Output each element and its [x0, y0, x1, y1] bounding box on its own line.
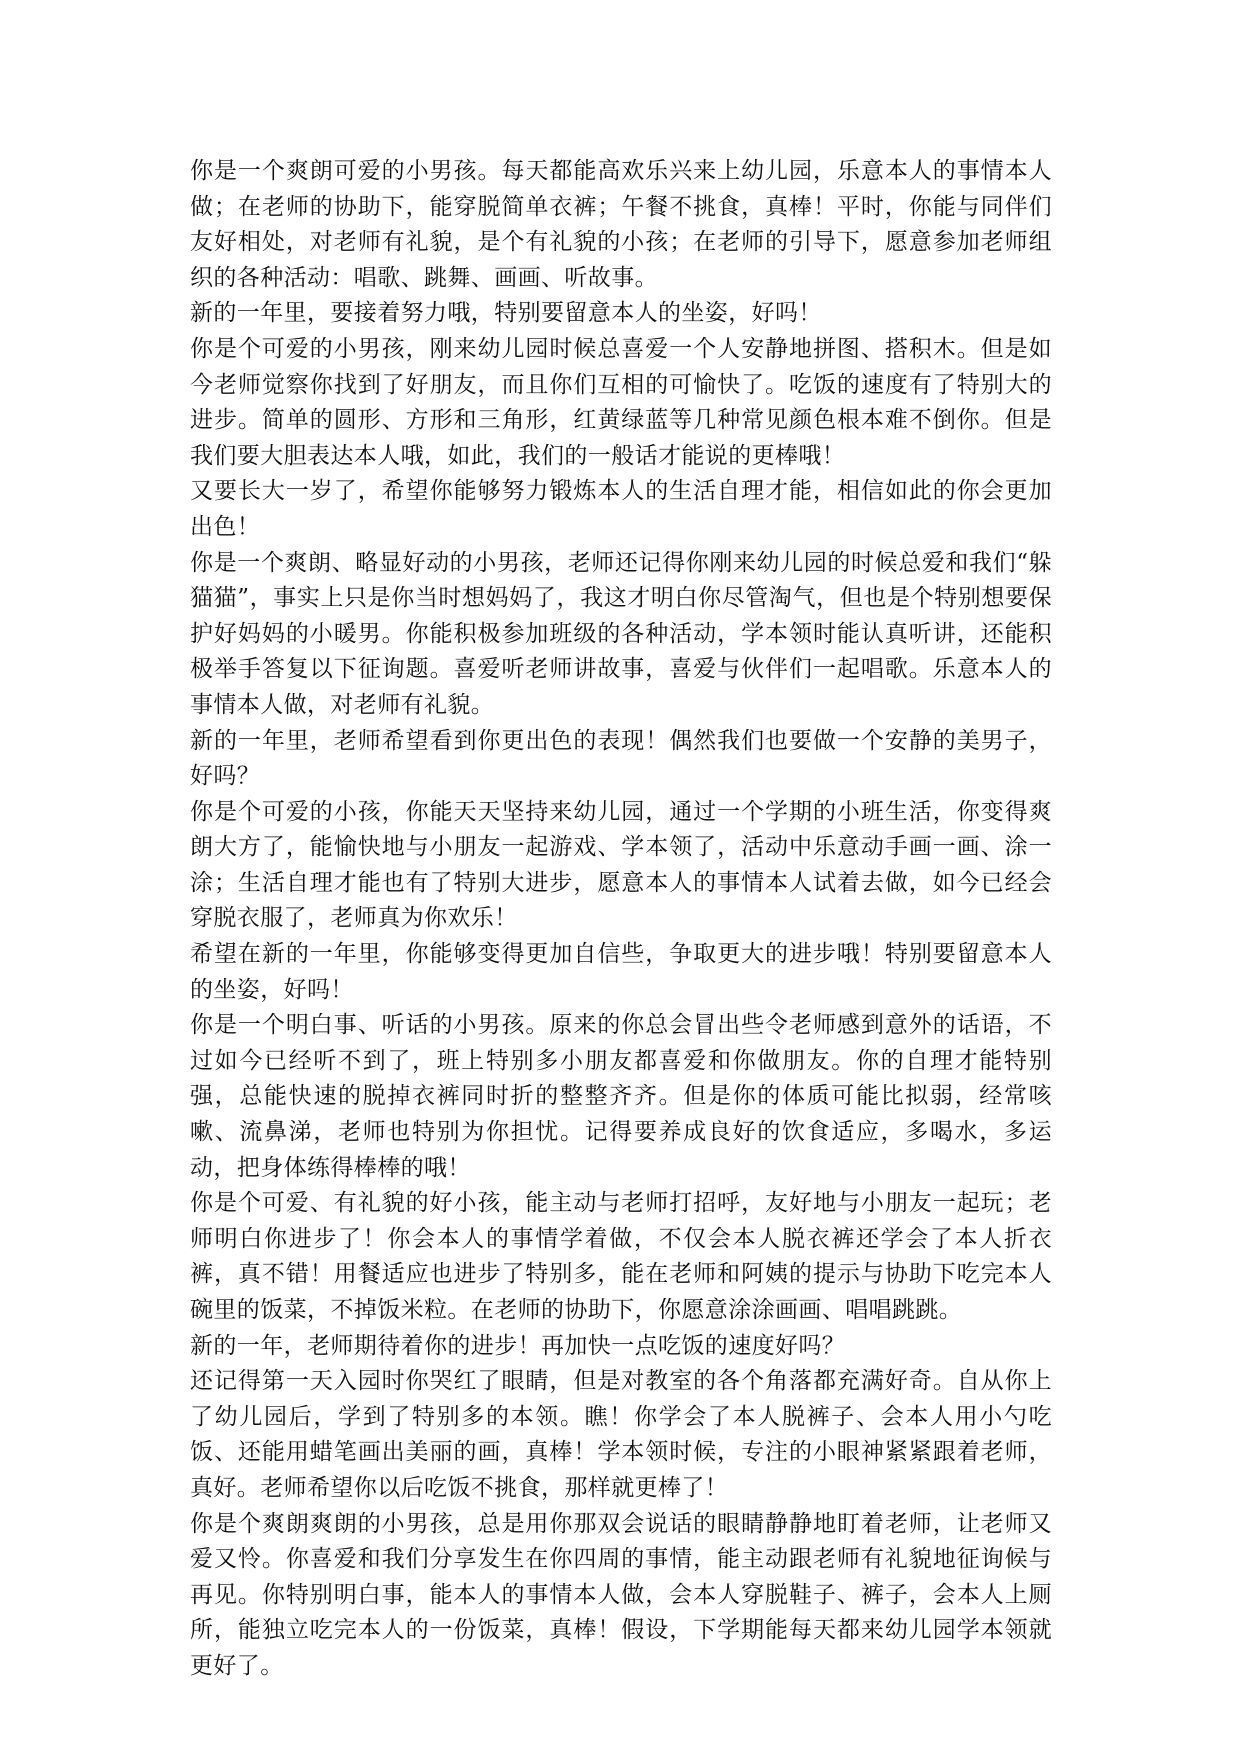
paragraph-1: 你是一个爽朗可爱的小男孩。每天都能高欢乐兴来上幼儿园，乐意本人的事情本人做；在老师的协助下，能穿脱简单衣裤；午餐不挑食，真棒！平时，你能与同伴们友好相处，对老师有礼貌，是个有礼貌的小孩；在老师的引导下，愿意参加老师组织的各种活动：唱歌、跳舞、画画、听故事。: [190, 158, 1052, 291]
paragraph-6: 新的一年里，老师希望看到你更出色的表现！偶然我们也要做一个安静的美男子，好吗？: [190, 727, 1052, 790]
paragraph-3: 你是个可爱的小男孩，刚来幼儿园时候总喜爱一个人安静地拼图、搭积木。但是如今老师觉察你找到了好朋友，而且你们互相的可愉快了。吃饭的速度有了特别大的进步。简单的圆形、方形和三角形，红黄绿蓝等几种常见颜色根本难不倒你。但是我们要大胆表达本人哦，如此，我们的一般话才能说的更棒哦！: [190, 335, 1052, 469]
paragraph-11: 新的一年，老师期待着你的进步！再加快一点吃饭的速度好吗？: [190, 1332, 846, 1359]
document-body: [190, 154, 1052, 1685]
paragraph-4: 又要长大一岁了，希望你能够努力锻炼本人的生活自理才能，相信如此的你会更加出色！: [190, 478, 1052, 540]
paragraph-13: 你是个爽朗爽朗的小男孩，总是用你那双会说话的眼睛静静地盯着老师，让老师又爱又怜。你喜爱和我们分享发生在你四周的事情，能主动跟老师有礼貌地征询候与再见。你特别明白事，能本人的事情本人做，会本人穿脱鞋子、裤子，会本人上厕所，能独立吃完本人的一份饭菜，真棒！假设，下学期能每天都来幼儿园学本领就更好了。: [190, 1510, 1052, 1679]
paragraph-7: 你是个可爱的小孩，你能天天坚持来幼儿园，通过一个学期的小班生活，你变得爽朗大方了，能愉快地与小朋友一起游戏、学本领了，活动中乐意动手画一画、涂一涂；生活自理才能也有了特别大进步，愿意本人的事情本人试着去做，如今已经会穿脱衣服了，老师真为你欢乐！: [190, 798, 1052, 932]
paragraph-10: 你是个可爱、有礼貌的好小孩，能主动与老师打招呼，友好地与小朋友一起玩；老师明白你进步了！你会本人的事情学着做，不仅会本人脱衣裤还学会了本人折衣裤，真不错！用餐适应也进步了特别多，能在老师和阿姨的提示与协助下吃完本人碗里的饭菜，不掉饭米粒。在老师的协助下，你愿意涂涂画画、唱唱跳跳。: [190, 1190, 1052, 1323]
paragraph-5: 你是一个爽朗、略显好动的小男孩，老师还记得你刚来幼儿园的时候总爱和我们“躲猫猫”，事实上只是你当时想妈妈了，我这才明白你尽管淘气，但也是个特别想要保护好妈妈的小暖男。你能积极参加班级的各种活动，学本领时能认真听讲，还能积极举手答复以下征询题。喜爱听老师讲故事，喜爱与伙伴们一起唱歌。乐意本人的事情本人做，对老师有礼貌。: [190, 549, 1052, 718]
paragraph-8: 希望在新的一年里，你能够变得更加自信些，争取更大的进步哦！特别要留意本人的坐姿，好吗！: [190, 941, 1052, 1003]
paragraph-9: 你是一个明白事、听话的小男孩。原来的你总会冒出些令老师感到意外的话语，不过如今已经听不到了，班上特别多小朋友都喜爱和你做朋友。你的自理才能特别强，总能快速的脱掉衣裤同时折的整整齐齐。但是你的体质可能比拟弱，经常咳嗽、流鼻涕，老师也特别为你担忧。记得要养成良好的饮食适应，多喝水，多运动，把身体练得棒棒的哦！: [190, 1012, 1052, 1181]
paragraph-12: 还记得第一天入园时你哭红了眼睛，但是对教室的各个角落都充满好奇。自从你上了幼儿园后，学到了特别多的本领。瞧！你学会了本人脱裤子、会本人用小勺吃饭、还能用蜡笔画出美丽的画，真棒！学本领时候，专注的小眼神紧紧跟着老师，真好。老师希望你以后吃饭不挑食，那样就更棒了！: [190, 1368, 1052, 1501]
paragraph-2: 新的一年里，要接着努力哦，特别要留意本人的坐姿，好吗！: [190, 300, 822, 327]
